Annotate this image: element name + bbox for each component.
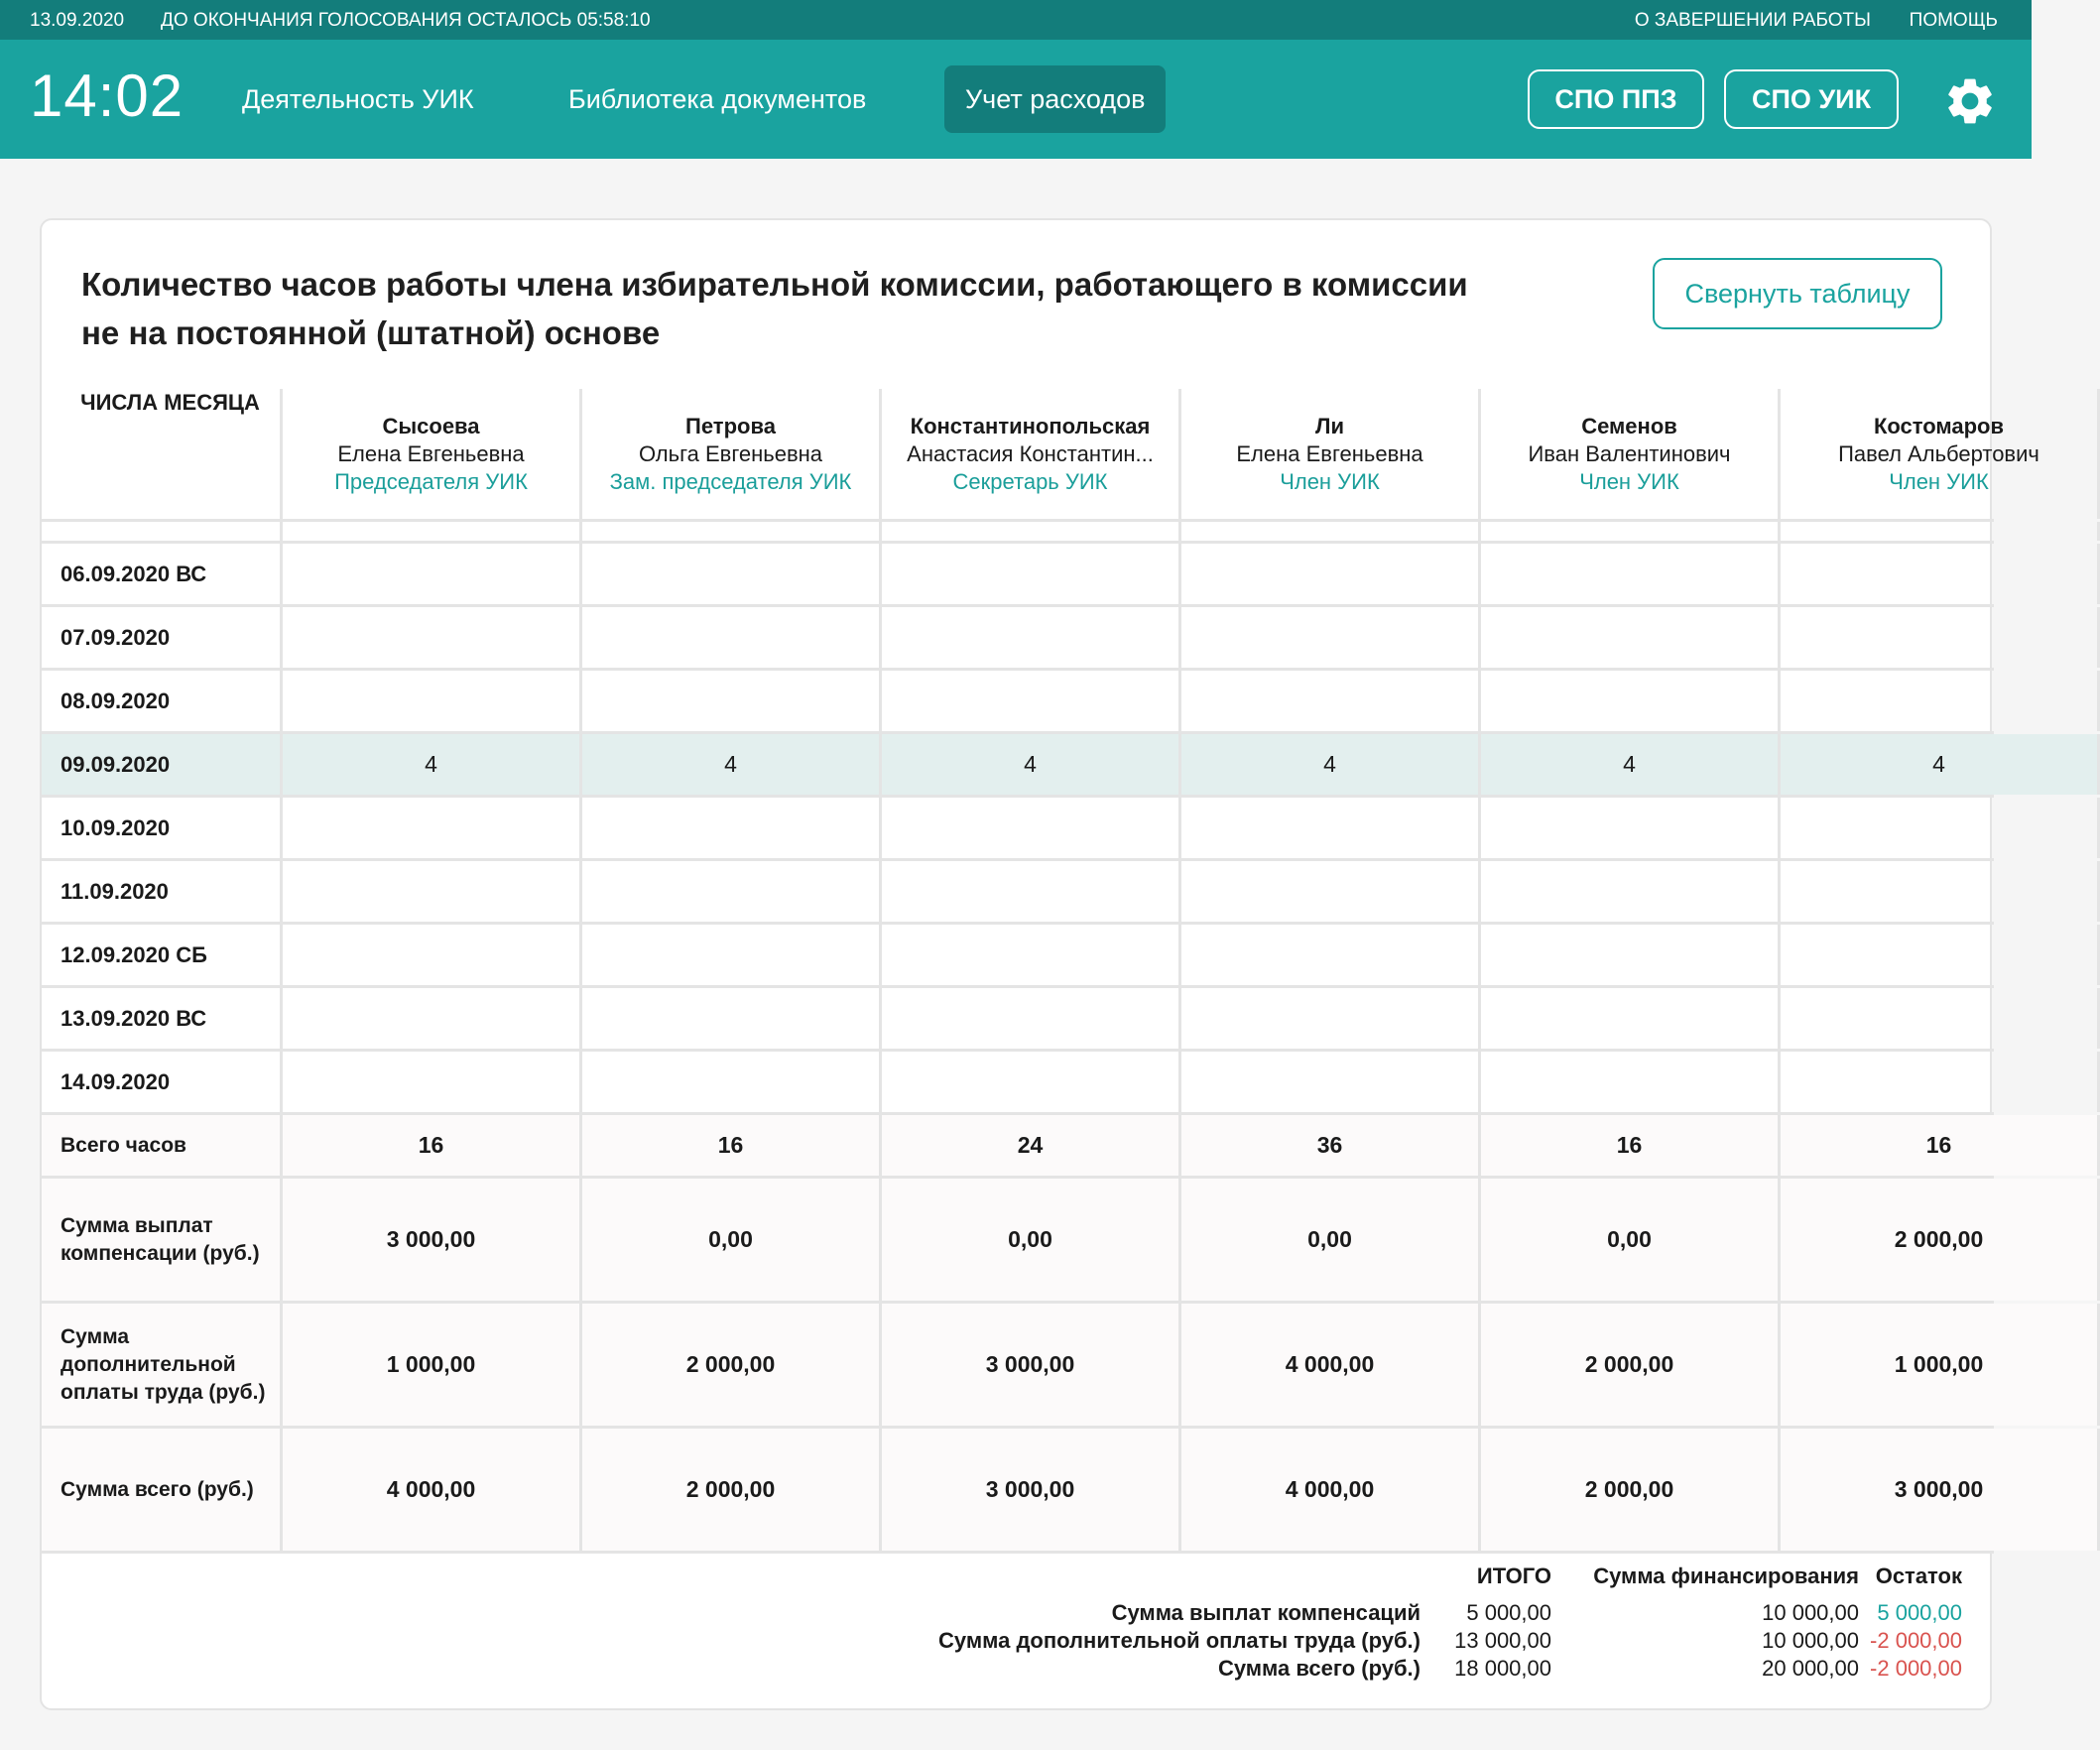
table-row [42,798,1994,861]
hours-input-cell[interactable] [1781,671,2100,731]
hours-card [40,218,2039,1710]
totals-remainder-value: -2 000,00 [1870,1656,1962,1681]
hours-input-cell[interactable] [1781,861,2100,922]
hours-input-cell[interactable]: 4 [1181,734,1481,795]
member-role: Зам. председателя УИК [609,468,852,494]
date-label: 10.09.2020 [42,798,283,858]
summary-value: 0,00 [1181,1179,1481,1301]
date-label: 08.09.2020 [42,671,283,731]
totals-itogo-value: 13 000,00 [1454,1628,1551,1653]
hours-input-cell[interactable] [1781,1052,2100,1112]
hours-input-cell[interactable] [1781,988,2100,1049]
hours-input-cell[interactable] [283,798,582,858]
gear-icon[interactable] [1942,73,1998,129]
hours-input-cell[interactable] [1181,925,1481,985]
date-label: 13.09.2020 ВС [42,988,283,1049]
member-role: Секретарь УИК [952,468,1108,494]
hours-input-cell[interactable]: 4 [582,734,882,795]
hours-input-cell[interactable] [882,861,1181,922]
totals-label: Сумма дополнительной оплаты труда (руб.) [938,1628,1421,1653]
summary-row [42,1115,1994,1179]
member-column-header [1781,389,2100,519]
hours-input-cell[interactable] [1181,544,1481,604]
member-name: Елена Евгеньевна [337,440,525,466]
member-column-header [283,389,582,519]
member-column-header [582,389,882,519]
summary-value: 2 000,00 [1481,1429,1781,1551]
summary-value: 1 000,00 [283,1304,582,1426]
hours-input-cell[interactable] [1481,1052,1781,1112]
member-surname: Константинопольская [910,413,1151,438]
totals-label: Сумма всего (руб.) [1217,1656,1421,1681]
hours-input-cell[interactable] [882,607,1181,668]
totals-itogo-value: 18 000,00 [1454,1656,1551,1681]
hours-input-cell[interactable] [283,671,582,731]
totals-header-remainder: Остаток [1875,1563,1962,1588]
hours-input-cell[interactable] [582,1052,882,1112]
summary-value: 24 [882,1115,1181,1176]
summary-value: 2 000,00 [1781,1179,2100,1301]
summary-value: 4 000,00 [1181,1304,1481,1426]
totals-financing-value: 20 000,00 [1762,1656,1859,1681]
hours-input-cell[interactable] [283,544,582,604]
summary-value: 2 000,00 [582,1429,882,1551]
summary-value: 3 000,00 [882,1304,1181,1426]
hours-input-cell[interactable]: 4 [283,734,582,795]
summary-value: 0,00 [582,1179,882,1301]
date-label: 07.09.2020 [42,607,283,668]
summary-value: 36 [1181,1115,1481,1176]
nav-uik-activity[interactable]: Деятельность УИК [242,84,474,114]
table-header-row [42,389,2039,522]
hours-input-cell[interactable] [1781,544,2100,604]
totals-label: Сумма выплат компенсаций [1111,1600,1421,1625]
spo-ppz-button[interactable]: СПО ППЗ [1528,69,1704,129]
hours-input-cell[interactable] [283,1052,582,1112]
date-label: 14.09.2020 [42,1052,283,1112]
member-surname: Сысоева [382,413,480,438]
table-row [42,1052,1994,1115]
table-cell[interactable] [1481,522,1781,541]
voting-countdown: ДО ОКОНЧАНИЯ ГОЛОСОВАНИЯ ОСТАЛОСЬ 05:58:10 [161,10,651,31]
hours-input-cell[interactable] [1781,925,2100,985]
hours-input-cell[interactable] [1481,671,1781,731]
summary-row [42,1304,1994,1429]
hours-input-cell[interactable] [1181,607,1481,668]
date-label: 06.09.2020 ВС [42,544,283,604]
main-navbar [0,40,2032,159]
hours-input-cell[interactable] [582,798,882,858]
totals-itogo-value: 5 000,00 [1466,1600,1551,1625]
table-cell[interactable] [582,522,882,541]
summary-value: 4 000,00 [283,1429,582,1551]
member-name: Елена Евгеньевна [1236,440,1423,466]
hours-input-cell[interactable] [582,671,882,731]
table-row [42,607,1994,671]
column-header-dates: ЧИСЛА МЕСЯЦА [42,389,283,519]
date-label: 09.09.2020 [42,734,283,795]
table-row [42,861,1994,925]
hours-input-cell[interactable] [283,861,582,922]
hours-input-cell[interactable] [1481,861,1781,922]
hours-input-cell[interactable] [1481,798,1781,858]
top-status-bar [0,0,2032,40]
current-date: 13.09.2020 [30,10,125,31]
totals-remainder-value: -2 000,00 [1870,1628,1962,1653]
summary-value: 3 000,00 [882,1429,1181,1551]
member-name: Ольга Евгеньевна [638,440,823,466]
hours-input-cell[interactable] [582,861,882,922]
summary-value: 16 [582,1115,882,1176]
summary-value: 2 000,00 [582,1304,882,1426]
summary-value: 0,00 [1481,1179,1781,1301]
summary-row [42,1429,1994,1554]
member-role: Член УИК [1889,468,1989,494]
summary-value: 4 000,00 [1181,1429,1481,1551]
member-surname: Ли [1315,413,1344,438]
summary-value: 16 [283,1115,582,1176]
totals-remainder-value: 5 000,00 [1877,1600,1962,1625]
member-name: Павел Альбертович [1838,440,2039,466]
totals-financing-value: 10 000,00 [1762,1628,1859,1653]
hours-input-cell[interactable] [283,607,582,668]
member-role: Член УИК [1579,468,1679,494]
hours-input-cell[interactable] [1481,607,1781,668]
member-name: Анастасия Константин... [907,440,1154,466]
table-cell[interactable] [1181,522,1481,541]
table-cell[interactable] [1781,522,2100,541]
hours-input-cell[interactable] [1181,861,1481,922]
hours-input-cell[interactable] [1181,988,1481,1049]
hours-input-cell[interactable] [882,544,1181,604]
hours-input-cell[interactable] [582,544,882,604]
date-label: 12.09.2020 СБ [42,925,283,985]
hours-input-cell[interactable] [1781,798,2100,858]
member-surname: Семенов [1581,413,1677,438]
hours-input-cell[interactable] [582,988,882,1049]
table-cell[interactable] [882,522,1181,541]
hours-input-cell[interactable] [1181,1052,1481,1112]
hours-input-cell[interactable] [882,671,1181,731]
summary-label: Сумма выплат компенсации (руб.) [42,1179,283,1301]
summary-value: 1 000,00 [1781,1304,2100,1426]
member-column-header [882,389,1181,519]
row-label-cell [42,522,283,541]
totals-footer [42,1555,1994,1712]
totals-header-financing: Сумма финансирования [1593,1563,1859,1588]
table-row [42,734,1994,798]
collapse-table-button[interactable]: Свернуть таблицу [1653,258,1942,329]
card-title: Количество часов работы члена избирательной комиссии, работающего в комиссии не на постоянной (штатной) основе [81,266,1468,351]
hours-input-cell[interactable] [582,607,882,668]
finish-work-link[interactable]: О ЗАВЕРШЕНИИ РАБОТЫ [1634,10,1871,31]
summary-label: Сумма всего (руб.) [42,1429,283,1551]
summary-label: Сумма дополнительной оплаты труда (руб.) [42,1304,283,1426]
table-cell[interactable] [283,522,582,541]
member-role: Член УИК [1280,468,1380,494]
summary-label: Всего часов [42,1115,283,1176]
summary-value: 0,00 [882,1179,1181,1301]
hours-input-cell[interactable] [582,925,882,985]
summary-value: 3 000,00 [283,1179,582,1301]
hours-input-cell[interactable] [283,988,582,1049]
member-role: Председателя УИК [334,468,528,494]
member-column-header [1481,389,1781,519]
hours-input-cell[interactable] [1481,925,1781,985]
member-column-header [1181,389,1481,519]
totals-header-itogo: ИТОГО [1476,1563,1551,1588]
summary-row [42,1179,1994,1304]
summary-value: 3 000,00 [1781,1429,2100,1551]
member-surname: Костомаров [1873,413,2005,438]
summary-value: 16 [1481,1115,1781,1176]
hours-input-cell[interactable] [283,925,582,985]
member-surname: Петрова [685,413,776,438]
table-row [42,988,1994,1052]
hours-input-cell[interactable] [1481,544,1781,604]
date-label: 11.09.2020 [42,861,283,922]
help-link[interactable]: ПОМОЩЬ [1909,10,1998,31]
totals-financing-value: 10 000,00 [1762,1600,1859,1625]
hours-input-cell[interactable]: 4 [1781,734,2100,795]
table-row [42,925,1994,988]
table-row [42,544,1994,607]
hours-input-cell[interactable] [882,925,1181,985]
summary-value: 2 000,00 [1481,1304,1781,1426]
member-name: Иван Валентинович [1528,440,1731,466]
table-spacer-row [42,522,1994,544]
hours-input-cell[interactable] [882,798,1181,858]
hours-input-cell[interactable]: 4 [882,734,1181,795]
hours-input-cell[interactable] [1481,988,1781,1049]
nav-expense-accounting[interactable]: Учет расходов [944,65,1166,133]
spo-uik-button[interactable]: СПО УИК [1724,69,1899,129]
hours-input-cell[interactable] [1181,798,1481,858]
hours-input-cell[interactable] [882,1052,1181,1112]
hours-input-cell[interactable] [1181,671,1481,731]
hours-input-cell[interactable]: 4 [1481,734,1781,795]
summary-value: 16 [1781,1115,2100,1176]
table-row [42,671,1994,734]
hours-input-cell[interactable] [1781,607,2100,668]
clock: 14:02 [30,62,185,129]
hours-input-cell[interactable] [882,988,1181,1049]
nav-document-library[interactable]: Библиотека документов [568,84,867,114]
